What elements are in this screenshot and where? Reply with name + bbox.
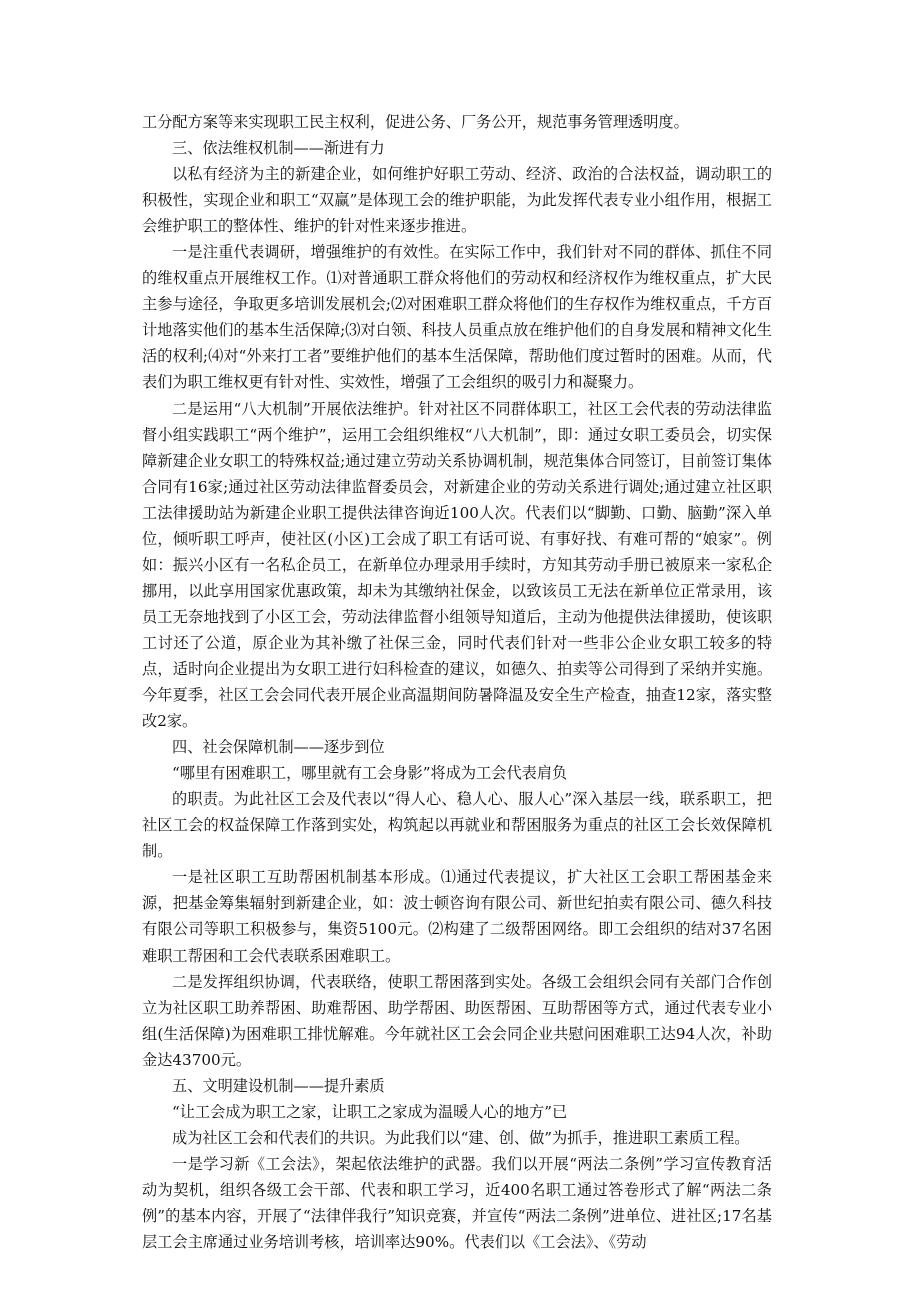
paragraph: 以私有经济为主的新建企业，如何维护好职工劳动、经济、政治的合法权益，调动职工的积极性，实现企业和职工“双赢”是体现工会的维护职能，为此发挥代表专业小组作用，根据工会维护职工的整体性、维护的针对性来逐步推进。 (142, 165, 772, 236)
paragraph: 的职责。为此社区工会及代表以“得人心、稳人心、服人心”深入基层一线，联系职工，把社区工会的权益保障工作落到实处，构筑起以再就业和帮困服务为重点的社区工会长效保障机制。 (142, 790, 772, 861)
paragraph: 一是社区职工互助帮困机制基本形成。⑴通过代表提议，扩大社区工会职工帮困基金来源，把基金筹集辐射到新建企业，如：波士顿咨询有限公司、新世纪拍卖有限公司、德久科技有限公司等职工积极参与，集资5100元。⑵构建了二级帮困网络。即工会组织的结对37名困难职工帮困和工会代表联系困难职工。 (142, 868, 772, 965)
paragraph: 一是注重代表调研，增强维护的有效性。在实际工作中，我们针对不同的群体、抓住不同的维权重点开展维权工作。⑴对普通职工群众将他们的劳动权和经济权作为维权重点，扩大民主参与途径，争取更多培训发展机会;⑵对困难职工群众将他们的生存权作为维权重点，千方百计地落实他们的基本生活保障;⑶对白领、科技人员重点放在维护他们的自身发展和精神文化生活的权利;⑷对“外来打工者”要维护他们的基本生活保障，帮助他们度过暂时的困难。从而，代表们为职工维权更有针对性、实效性，增强了工会组织的吸引力和凝聚力。 (142, 243, 772, 392)
paragraph: 二是发挥组织协调，代表联络，使职工帮困落到实处。各级工会组织会同有关部门合作创立为社区职工助养帮困、助难帮困、助学帮困、助医帮困、互助帮困等方式，通过代表专业小组(生活保障)为困难职工排忧解难。今年就社区工会会同企业共慰问困难职工达94人次，补助金达43700元。 (142, 972, 772, 1069)
paragraph: “让工会成为职工之家，让职工之家成为温暖人心的地方”已 (172, 1102, 568, 1121)
paragraph: 工分配方案等来实现职工民主权利，促进公务、厂务公开，规范事务管理透明度。 (142, 113, 689, 131)
paragraph: 成为社区工会和代表们的共识。为此我们以“建、创、做”为抓手，推进职工素质工程。 (172, 1128, 750, 1147)
paragraph: 一是学习新《工会法》，架起依法维护的武器。我们以开展“两法二条例”学习宣传教育活动为契机，组织各级工会干部、代表和职工学习，近400名职工通过答卷形式了解“两法二条例”的基本内容，开展了“法律伴我行”知识竞赛，并宣传“两法二条例”进单位、进社区;17名基层工会主席通过业务培训考核，培训率达90%。代表们以《工会法》、《劳动 (142, 1154, 772, 1252)
paragraph: 四、社会保障机制——逐步到位 (172, 738, 385, 757)
paragraph: 五、文明建设机制——提升素质 (172, 1076, 385, 1095)
paragraph: 三、依法维权机制——渐进有力 (172, 139, 385, 158)
paragraph: 二是运用“八大机制”开展依法维护。针对社区不同群体职工，社区工会代表的劳动法律监督小组实践职工“两个维护”，运用工会组织维权“八大机制”，即：通过女职工委员会，切实保障新建企业女职工的特殊权益;通过建立劳动关系协调机制，规范集体合同签订，目前签订集体合同有16家;通过社区劳动法律监督委员会，对新建企业的劳动关系进行调处;通过建立社区职工法律援助站为新建企业职工提供法律咨询近100人次。代表们以“脚勤、口勤、脑勤”深入单位，倾听职工呼声，使社区(小区)工会成了职工有话可说、有事好找、有难可帮的“娘家”。例如：振兴小区有一名私企员工，在新单位办理录用手续时，方知其劳动手册已被原来一家私企挪用，以此享用国家优惠政策，却未为其缴纳社保金，以致该员工无法在新单位正常录用，该员工无奈地找到了小区工会，劳动法律监督小组领导知道后，主动为他提供法律援助，使该职工讨还了公道，原企业为其补缴了社保三金，同时代表们针对一些非公企业女职工较多的特点，适时向企业提出为女职工进行妇科检查的建议，如德久、拍卖等公司得到了采纳并实施。今年夏季，社区工会会同代表开展企业高温期间防暑降温及安全生产检查，抽查12家，落实整改2家。 (142, 399, 772, 731)
paragraph: “哪里有困难职工，哪里就有工会身影”将成为工会代表肩负 (172, 764, 568, 783)
document-body (142, 109, 772, 1255)
